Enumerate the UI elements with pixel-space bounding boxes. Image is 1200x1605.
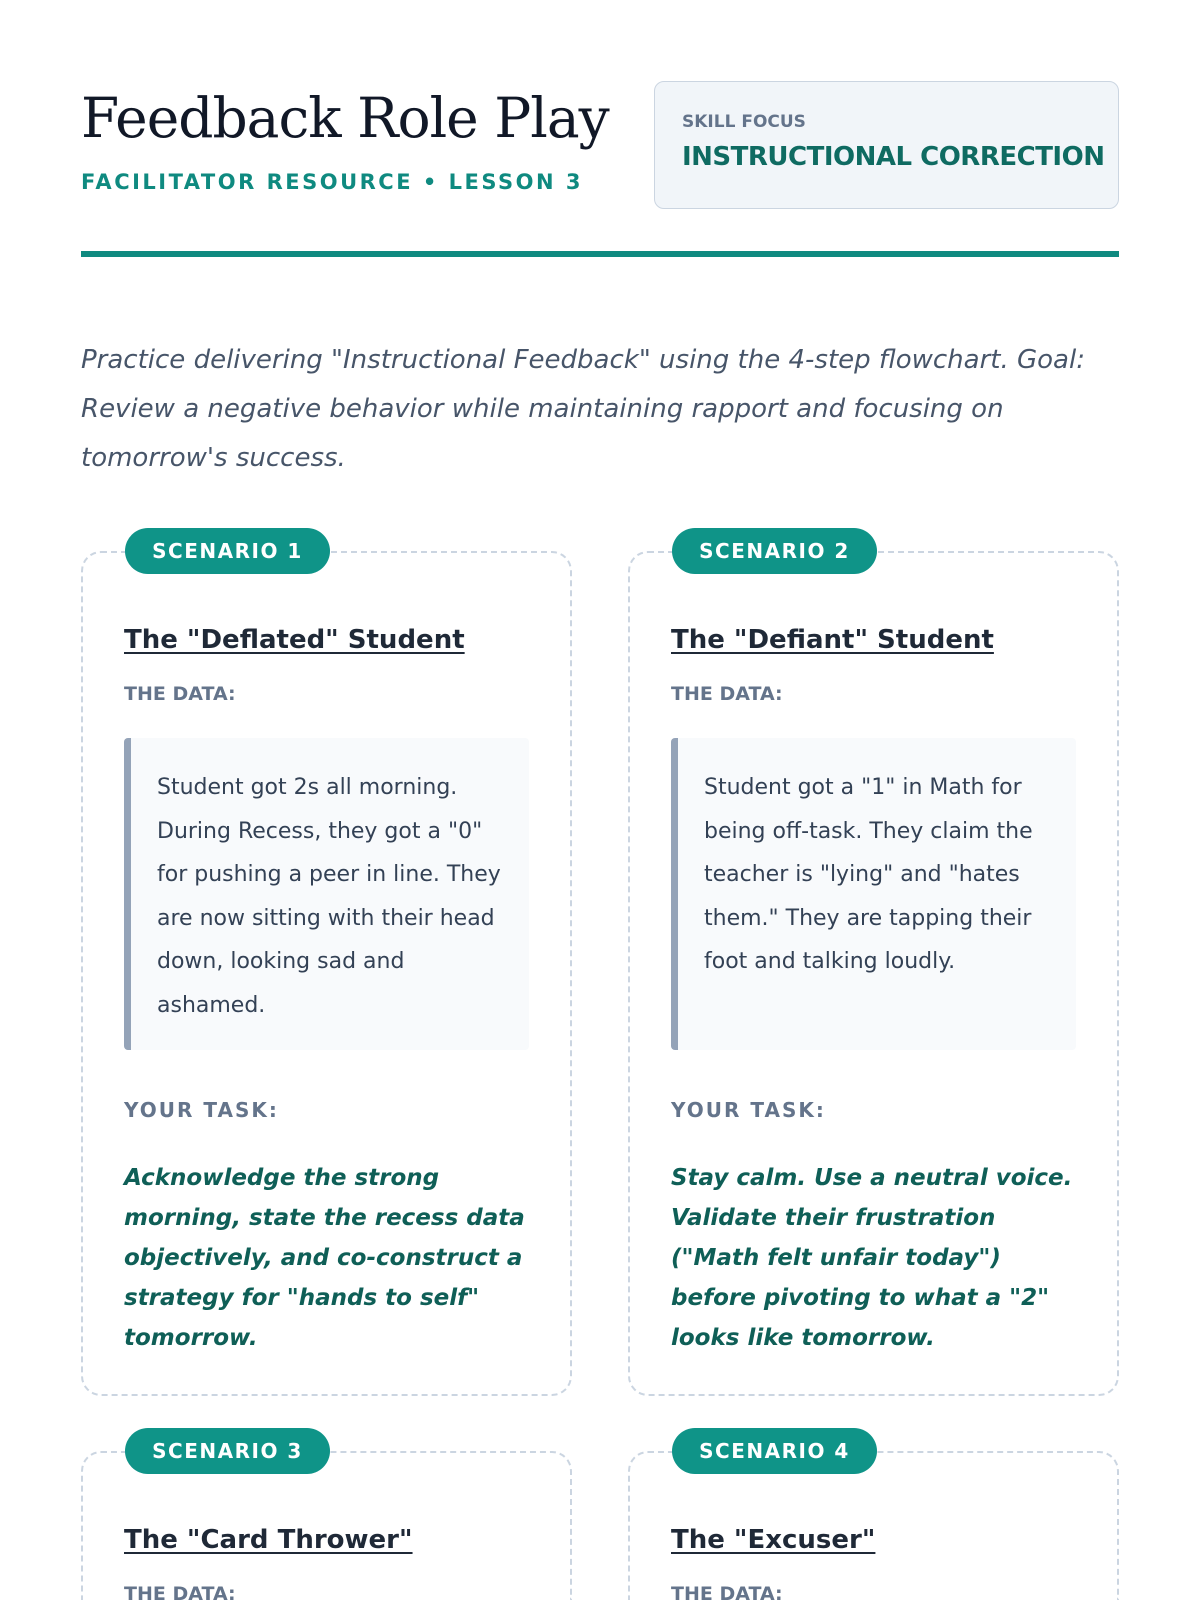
scenario-badge: SCENARIO 2 xyxy=(672,528,877,574)
task-label: YOUR TASK: xyxy=(124,1098,279,1122)
data-text: Student got 2s all morning. During Recess, they got a "0" for pushing a peer in line. They are now sitting with their head down, looking sad and ashamed. xyxy=(157,775,501,1018)
skill-focus-box xyxy=(654,81,1119,209)
task-text: Stay calm. Use a neutral voice. Validate their frustration ("Math felt unfair today") before pivoting to what a "2" looks like tomorrow. xyxy=(671,1165,1073,1351)
data-label: THE DATA: xyxy=(671,1583,783,1605)
scenario-title: The "Card Thrower" xyxy=(124,1525,413,1555)
data-text: Student got a "1" in Math for being off-task. They claim the teacher is "lying" and "hates them." They are tapping their foot and talking loudly. xyxy=(704,775,1033,974)
scenario-title: The "Deflated" Student xyxy=(124,625,465,655)
data-box xyxy=(671,738,1076,1050)
skill-focus-label: SKILL FOCUS xyxy=(682,112,806,132)
data-label: THE DATA: xyxy=(124,1583,236,1605)
scenario-card-2 xyxy=(628,539,1119,1396)
intro-text: Practice delivering "Instructional Feedback" using the 4-step flowchart. Goal: Review a negative behavior while maintaining rapport and focusing on tomorrow's success. xyxy=(81,345,1085,473)
data-label: THE DATA: xyxy=(124,683,236,705)
scenario-title: The "Excuser" xyxy=(671,1525,876,1555)
scenario-card-3 xyxy=(81,1439,572,1605)
scenario-badge: SCENARIO 1 xyxy=(125,528,330,574)
data-label: THE DATA: xyxy=(671,683,783,705)
scenario-card-1 xyxy=(81,539,572,1396)
scenario-title: The "Defiant" Student xyxy=(671,625,994,655)
data-box xyxy=(124,738,529,1050)
header-divider xyxy=(81,251,1119,257)
scenario-badge: SCENARIO 4 xyxy=(672,1428,877,1474)
scenario-badge: SCENARIO 3 xyxy=(125,1428,330,1474)
page-subtitle: FACILITATOR RESOURCE • LESSON 3 xyxy=(81,170,583,194)
page-title: Feedback Role Play xyxy=(81,86,609,150)
task-label: YOUR TASK: xyxy=(671,1098,826,1122)
scenario-card-4 xyxy=(628,1439,1119,1605)
task-text: Acknowledge the strong morning, state the recess data objectively, and co-construct a strategy for "hands to self" tomorrow. xyxy=(124,1165,525,1351)
skill-focus-value: INSTRUCTIONAL CORRECTION xyxy=(682,142,1105,172)
